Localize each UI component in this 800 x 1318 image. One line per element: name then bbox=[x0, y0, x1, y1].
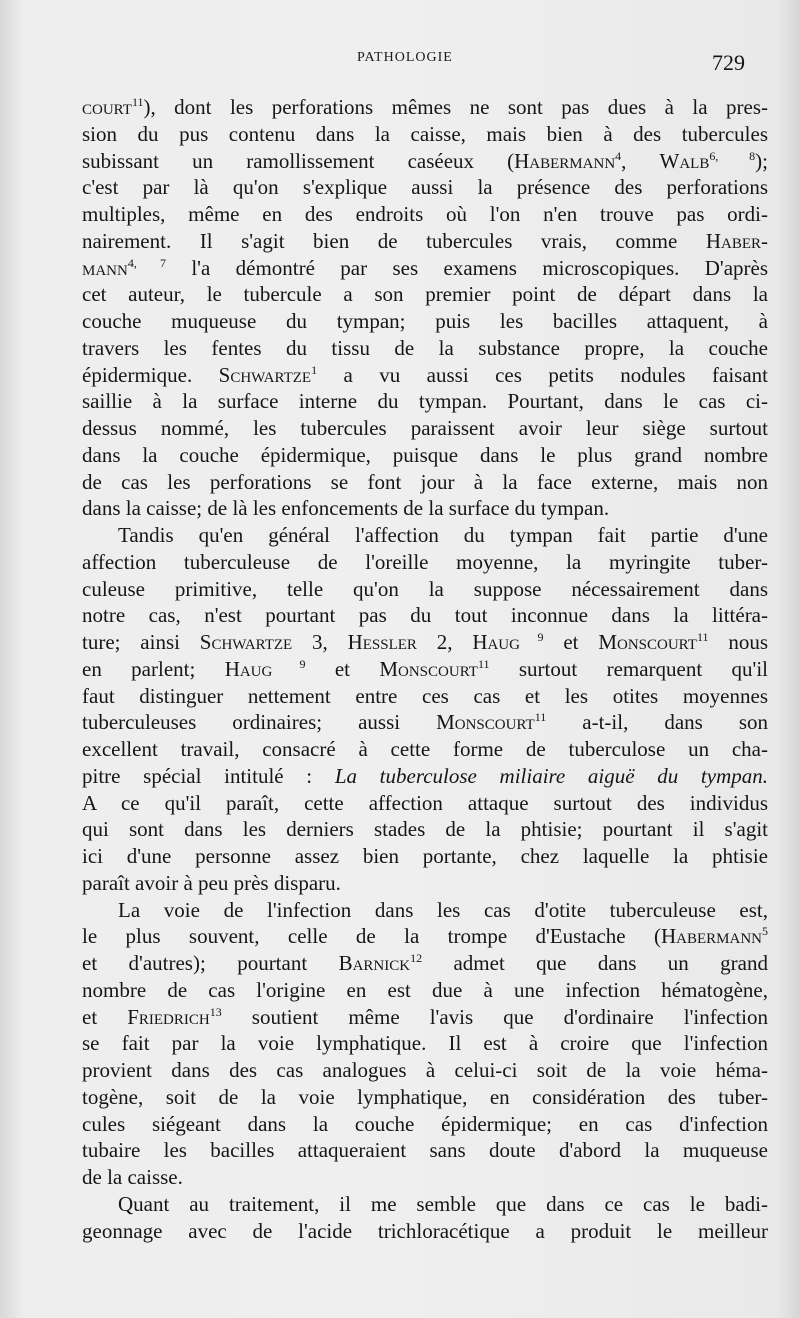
text-run: dessus nommé, les tubercules paraissent avoir leur siège surtout bbox=[82, 416, 768, 440]
text-run: notre cas, n'est pourtant pas du tout inconnue dans la littéra- bbox=[82, 603, 768, 628]
author-name: Barnick bbox=[338, 951, 411, 975]
text-run: nous bbox=[708, 630, 768, 654]
text-line bbox=[82, 602, 768, 629]
text-run: nombre de cas l'origine en est due à une infection hématogène, bbox=[82, 977, 768, 1002]
text-line bbox=[82, 709, 768, 736]
text-line bbox=[82, 1030, 768, 1057]
author-name: Habermann bbox=[514, 148, 616, 173]
footnote-ref: 13 bbox=[209, 1004, 222, 1019]
text-run: geonnage avec de l'acide trichloracétique a produit le meilleur bbox=[82, 1218, 768, 1243]
text-run: de cas les perforations se font jour à la face externe, mais non bbox=[82, 469, 768, 494]
footnote-ref: 6, 8 bbox=[709, 148, 756, 163]
author-name: Schwartze bbox=[199, 630, 293, 654]
footnote-ref: 9 bbox=[519, 630, 544, 644]
text-line bbox=[82, 522, 768, 549]
text-run: excellent travail, consacré à cette forme de tuberculose un cha- bbox=[82, 737, 768, 761]
text-run: culeuse primitive, telle qu'on la suppose nécessairement dans bbox=[82, 576, 768, 601]
text-run: tuberculeuses ordinaires; aussi bbox=[82, 710, 437, 735]
text-line bbox=[82, 362, 768, 389]
text-run: se fait par la voie lymphatique. Il est à croire que l'infection bbox=[82, 1031, 768, 1056]
body-text bbox=[82, 94, 768, 1244]
author-name: mann bbox=[82, 255, 128, 280]
text-run: de la caisse. bbox=[82, 1165, 183, 1189]
text-run: ici d'une personne assez bien portante, chez laquelle la phtisie bbox=[82, 844, 768, 868]
text-run: A ce qu'il paraît, cette affection attaque surtout des individus bbox=[82, 790, 768, 815]
footnote-ref: 11 bbox=[131, 95, 144, 109]
text-line bbox=[82, 281, 768, 308]
text-line bbox=[82, 148, 768, 175]
text-line bbox=[82, 656, 768, 683]
text-run: multiples, même en des endroits où l'on n'en trouve pas ordi- bbox=[82, 202, 768, 226]
text-line bbox=[82, 201, 768, 228]
running-title: PATHOLOGIE bbox=[357, 50, 453, 65]
text-line bbox=[82, 576, 768, 603]
text-run: le plus souvent, celle de la trompe d'Eustache ( bbox=[82, 924, 661, 949]
text-line bbox=[82, 950, 768, 977]
text-line bbox=[82, 897, 768, 924]
author-name: court bbox=[82, 95, 132, 119]
text-run: en parlent; bbox=[82, 656, 225, 681]
text-run: affection tuberculeuse de l'oreille moyenne, la myringite tuber- bbox=[82, 549, 768, 574]
text-line bbox=[82, 308, 768, 335]
author-name: Walb bbox=[659, 148, 710, 173]
author-name: Monscourt bbox=[436, 710, 535, 735]
text-line bbox=[82, 1191, 768, 1218]
author-name: Monscourt bbox=[598, 630, 697, 654]
footnote-ref: 11 bbox=[477, 656, 490, 671]
text-run: La voie de l'infection dans les cas d'otite tuberculeuse est, bbox=[118, 897, 768, 922]
text-run: cet auteur, le tubercule a son premier point de départ dans la bbox=[82, 282, 768, 307]
text-line bbox=[82, 790, 768, 817]
text-run: dans la caisse; de là les enfoncements de la surface du tympan. bbox=[82, 496, 610, 521]
footnote-ref: 1 bbox=[311, 362, 318, 377]
text-run: cules siégeant dans la couche épidermique; en cas d'infection bbox=[82, 1111, 768, 1136]
text-run: nairement. Il s'agit bien de tubercules vrais, comme bbox=[82, 228, 706, 253]
text-run: tubaire les bacilles attaqueraient sans doute d'abord la muqueuse bbox=[82, 1138, 768, 1163]
text-run: subissant un ramollissement caséeux ( bbox=[82, 148, 515, 173]
text-line bbox=[82, 843, 768, 870]
text-line bbox=[82, 1057, 768, 1084]
text-run: , bbox=[621, 148, 660, 173]
text-run: admet que dans un grand bbox=[422, 951, 768, 975]
footnote-ref: 5 bbox=[762, 924, 768, 939]
text-run: et bbox=[543, 630, 599, 654]
text-line bbox=[82, 763, 768, 790]
text-line bbox=[82, 121, 768, 148]
text-run: a-t-il, dans son bbox=[546, 710, 768, 735]
text-line bbox=[82, 1084, 768, 1111]
footnote-ref: 11 bbox=[696, 630, 709, 644]
text-run: ture; ainsi bbox=[82, 630, 200, 654]
text-line bbox=[82, 335, 768, 362]
footnote-ref: 11 bbox=[534, 710, 547, 725]
text-line bbox=[82, 1164, 768, 1191]
page-number: 729 bbox=[712, 50, 745, 75]
text-run: sion du pus contenu dans la caisse, mais bien à des tubercules bbox=[82, 121, 768, 146]
text-line bbox=[82, 683, 768, 710]
text-line bbox=[82, 977, 768, 1004]
text-run: et bbox=[305, 656, 380, 681]
text-run: dans la couche épidermique, puisque dans le plus grand nombre bbox=[82, 442, 768, 467]
text-line bbox=[82, 1137, 768, 1164]
text-line bbox=[82, 870, 768, 897]
text-line bbox=[82, 174, 768, 201]
footnote-ref: 9 bbox=[272, 656, 306, 671]
text-line bbox=[82, 1111, 768, 1138]
text-run: couche muqueuse du tympan; puis les bacilles attaquent, à bbox=[82, 309, 768, 333]
author-name: Hessler bbox=[347, 630, 417, 654]
text-line bbox=[82, 495, 768, 522]
text-line bbox=[82, 442, 768, 469]
text-line bbox=[82, 255, 768, 282]
text-line bbox=[82, 94, 768, 121]
text-line bbox=[82, 816, 768, 843]
author-name: Friedrich bbox=[127, 1004, 210, 1029]
text-line bbox=[82, 228, 768, 255]
italic-title: La tuberculose miliaire aiguë du tympan. bbox=[334, 763, 768, 788]
text-run: Tandis qu'en général l'affection du tympan fait partie d'une bbox=[118, 523, 768, 547]
author-name: Haug bbox=[472, 630, 520, 654]
text-run: épidermique. bbox=[82, 362, 219, 387]
text-run: Quant au traitement, il me semble que dans ce cas le badi- bbox=[118, 1191, 768, 1216]
author-name: Habermann bbox=[660, 924, 762, 949]
text-run: qui sont dans les derniers stades de la phtisie; pourtant il s'agit bbox=[82, 817, 768, 842]
text-run: surtout remarquent qu'il bbox=[489, 656, 769, 681]
author-name: Schwartze bbox=[218, 362, 312, 387]
text-line bbox=[82, 736, 768, 763]
footnote-ref: 12 bbox=[410, 951, 423, 965]
text-run: et bbox=[82, 1004, 128, 1029]
text-run: provient dans des cas analogues à celui-ci soit de la voie héma- bbox=[82, 1058, 768, 1082]
text-run: 2, bbox=[416, 630, 473, 654]
text-line bbox=[82, 388, 768, 415]
text-run: ); bbox=[755, 148, 768, 173]
text-run: pitre spécial intitulé : bbox=[82, 763, 335, 788]
text-run: a vu aussi ces petits nodules faisant bbox=[317, 362, 768, 387]
footnote-ref: 4 bbox=[615, 148, 622, 163]
text-line bbox=[82, 469, 768, 496]
text-line bbox=[82, 549, 768, 576]
text-run: l'a démontré par ses examens microscopiques. D'après bbox=[165, 255, 768, 280]
text-line bbox=[82, 1218, 768, 1245]
author-name: Haber- bbox=[705, 228, 768, 253]
text-line bbox=[82, 1004, 768, 1031]
text-run: soutient même l'avis que d'ordinaire l'infection bbox=[221, 1004, 768, 1029]
text-run: faut distinguer nettement entre ces cas et les otites moyennes bbox=[82, 683, 768, 708]
text-run: travers les fentes du tissu de la substance propre, la couche bbox=[82, 335, 768, 360]
text-line bbox=[82, 629, 768, 656]
footnote-ref: 4, 7 bbox=[127, 255, 166, 270]
text-line bbox=[82, 415, 768, 442]
page-header bbox=[0, 50, 800, 80]
text-run: saillie à la surface interne du tympan. Pourtant, dans le cas ci- bbox=[82, 389, 768, 414]
text-run: togène, soit de la voie lymphatique, en considération des tuber- bbox=[82, 1084, 768, 1109]
text-run: c'est par là qu'on s'explique aussi la présence des perforations bbox=[82, 175, 768, 200]
text-run: paraît avoir à peu près disparu. bbox=[82, 870, 341, 895]
text-run: ), dont les perforations mêmes ne sont pas dues à la pres- bbox=[143, 95, 768, 119]
text-run: 3, bbox=[292, 630, 348, 654]
text-run: et d'autres); pourtant bbox=[82, 951, 339, 975]
author-name: Haug bbox=[224, 656, 273, 681]
author-name: Monscourt bbox=[379, 656, 478, 681]
text-line bbox=[82, 923, 768, 950]
